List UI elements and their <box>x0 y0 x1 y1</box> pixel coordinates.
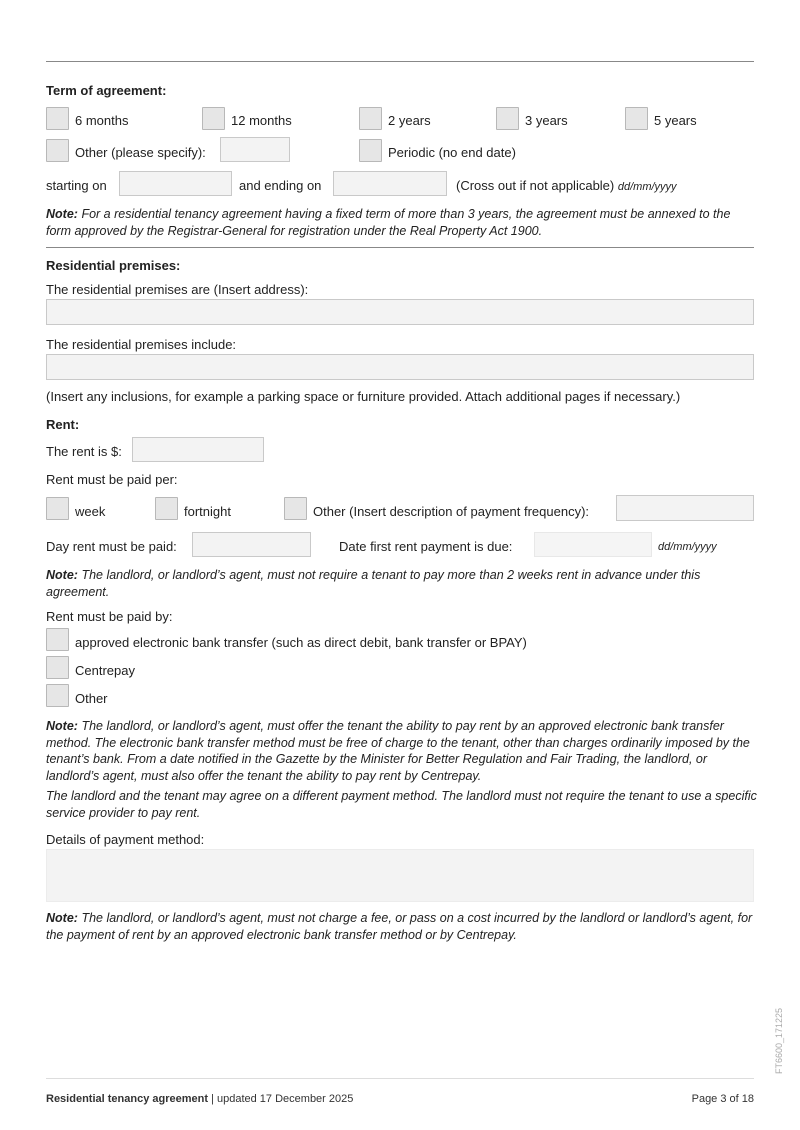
divider <box>46 61 754 62</box>
form-code: FT6600_171225 <box>774 1007 784 1074</box>
paid-by-label: Rent must be paid by: <box>46 609 173 624</box>
term-heading: Term of agreement: <box>46 83 167 98</box>
rent-amount-label: The rent is $: <box>46 444 122 459</box>
checkbox-periodic[interactable] <box>359 139 382 162</box>
starting-on-label: starting on <box>46 178 107 193</box>
payment-method-note-2: The landlord and the tenant may agree on a different payment method. The landlord must not require the tenant to use a specific service provider to pay rent. <box>46 789 757 820</box>
option-label: 3 years <box>525 113 568 128</box>
rent-heading: Rent: <box>46 417 80 432</box>
other-term-input[interactable] <box>220 137 290 162</box>
checkbox-12-months[interactable] <box>202 107 225 130</box>
cross-out-note: (Cross out if not applicable) dd/mm/yyyy <box>456 178 677 193</box>
advance-rent-note: Note: The landlord, or landlord’s agent, must not require a tenant to pay more than 2 weeks rent in advance under this agreement. <box>46 568 701 599</box>
ending-on-label: and ending on <box>239 178 322 193</box>
day-paid-label: Day rent must be paid: <box>46 539 177 554</box>
checkbox-fortnight[interactable] <box>155 497 178 520</box>
centrepay-label: Centrepay <box>75 663 135 678</box>
day-paid-input[interactable] <box>192 532 311 557</box>
end-date-input[interactable] <box>333 171 447 196</box>
date-format-hint: dd/mm/yyyy <box>658 541 717 553</box>
other-frequency-label: Other (Insert description of payment frequency): <box>313 504 590 519</box>
footer-title: Residential tenancy agreement | updated 17 December 2025 <box>46 1093 354 1105</box>
checkbox-centrepay[interactable] <box>46 656 69 679</box>
checkbox-eft[interactable] <box>46 628 69 651</box>
option-label: 12 months <box>231 113 292 128</box>
checkbox-other-frequency[interactable] <box>284 497 307 520</box>
start-date-input[interactable] <box>119 171 232 196</box>
page-number: Page 3 of 18 <box>691 1093 754 1105</box>
checkbox-2-years[interactable] <box>359 107 382 130</box>
eft-label: approved electronic bank transfer (such as direct debit, bank transfer or BPAY) <box>75 635 527 650</box>
periodic-label: Periodic (no end date) <box>388 145 516 160</box>
premises-heading: Residential premises: <box>46 258 181 273</box>
footer-divider <box>46 1078 754 1079</box>
other-frequency-input[interactable] <box>616 495 754 521</box>
option-label: 6 months <box>75 113 129 128</box>
address-input[interactable] <box>46 299 754 325</box>
paid-per-label: Rent must be paid per: <box>46 472 178 487</box>
date-format-hint: dd/mm/yyyy <box>617 181 677 193</box>
checkbox-5-years[interactable] <box>625 107 648 130</box>
checkbox-other-term[interactable] <box>46 139 69 162</box>
payment-details-input[interactable] <box>46 849 754 902</box>
inclusions-hint: (Insert any inclusions, for example a parking space or furniture provided. Attach additional pages if necessary.) <box>46 389 681 404</box>
first-due-label: Date first rent payment is due: <box>339 539 513 554</box>
checkbox-6-months[interactable] <box>46 107 69 130</box>
first-due-input[interactable] <box>534 532 652 557</box>
checkbox-week[interactable] <box>46 497 69 520</box>
option-label: 2 years <box>388 113 431 128</box>
inclusions-input[interactable] <box>46 354 754 380</box>
payment-method-note: Note: The landlord, or landlord’s agent, must offer the tenant the ability to pay rent by an approved electronic bank transfer method. The electronic bank transfer method must be free of charge to the tenant, other than charges ordinarily imposed by the tenant’s bank. From a date notified in the Gazette by the Minister for Better Regulation and Fair Trading, the landlord, or landlord’s agent, must also offer the tenant the ability to pay rent by Centrepay. <box>46 719 750 783</box>
other-term-label: Other (please specify): <box>75 145 206 160</box>
term-note: Note: For a residential tenancy agreement having a fixed term of more than 3 years, the agreement must be annexed to the form approved by the Registrar-General for registration under the Real Property Act 1900. <box>46 207 731 238</box>
details-label: Details of payment method: <box>46 832 205 847</box>
week-label: week <box>75 504 106 519</box>
other-method-label: Other <box>75 691 108 706</box>
inclusions-label: The residential premises include: <box>46 337 237 352</box>
checkbox-other-method[interactable] <box>46 684 69 707</box>
option-label: 5 years <box>654 113 697 128</box>
divider <box>46 247 754 248</box>
address-label: The residential premises are (Insert address): <box>46 282 309 297</box>
rent-amount-input[interactable] <box>132 437 264 462</box>
checkbox-3-years[interactable] <box>496 107 519 130</box>
fee-note: Note: The landlord, or landlord’s agent, must not charge a fee, or pass on a cost incurred by the landlord or landlord’s agent, for the payment of rent by an approved electronic bank transfer method or by Centrepay. <box>46 911 753 942</box>
fortnight-label: fortnight <box>184 504 231 519</box>
